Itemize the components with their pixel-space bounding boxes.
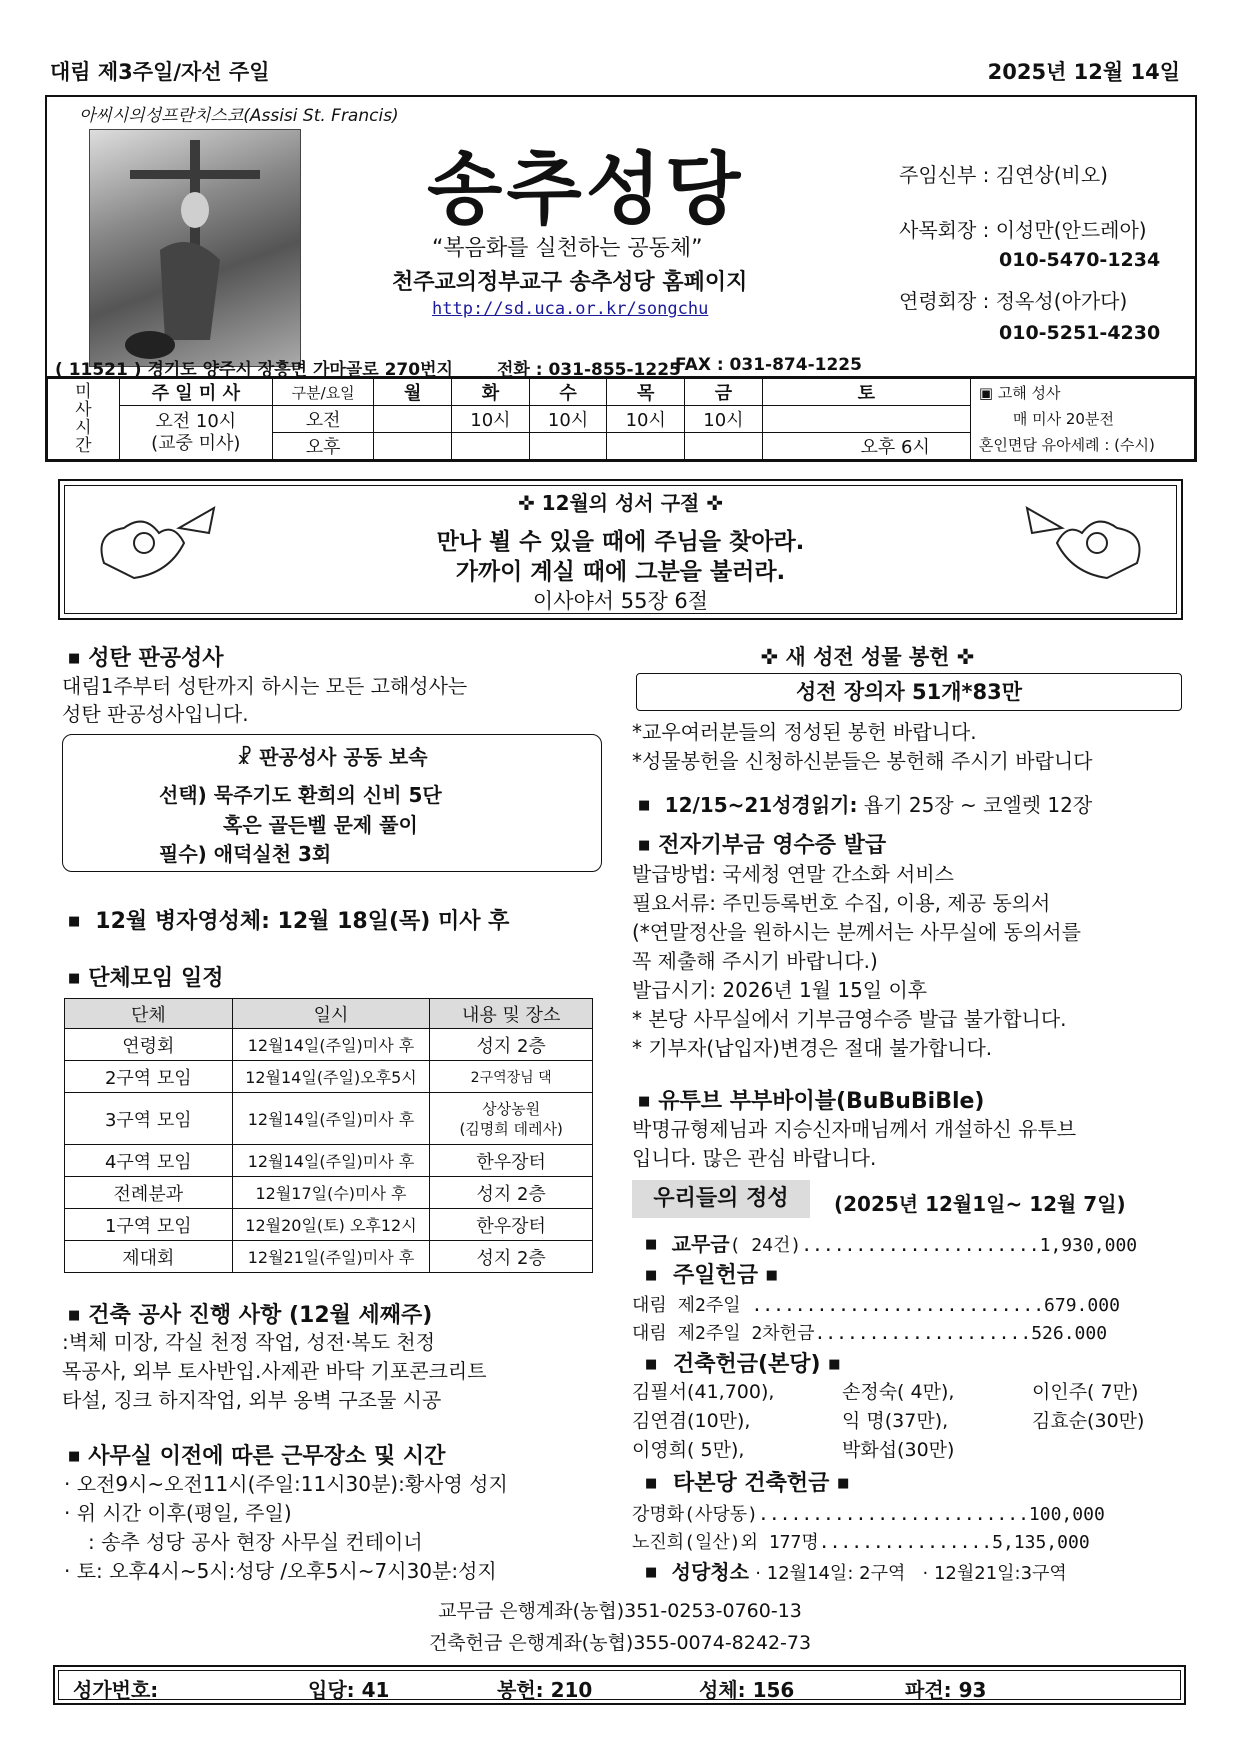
table-cell: 12월14일(주일)미사 후 [232, 1093, 430, 1145]
header-box [45, 95, 1197, 378]
confession-text-2: 성탄 판공성사입니다. [62, 702, 249, 726]
parish-title: 송추성당 [427, 145, 745, 235]
tithe-account: 교무금 은행계좌(농협)351-0253-0760-13 [438, 1600, 802, 1622]
donor: 김연겸(10만), [632, 1410, 751, 1432]
elder-phone: 010-5251-4230 [999, 322, 1161, 344]
council-president: 사목회장 : 이성만(안드레아) [899, 218, 1147, 242]
building-donors [632, 1378, 1192, 1465]
penance-required: 필수) 애덕실천 3회 [159, 842, 332, 866]
receipt-line-7: * 기부자(납입자)변경은 절대 불가합니다. [632, 1036, 993, 1060]
section-sacred-objects: ✜ 새 성전 성물 봉헌 ✜ [760, 645, 975, 669]
donor: 이영희( 5만), [632, 1439, 745, 1461]
table-cell: 상상농원 (김명희 데레사) [430, 1093, 593, 1145]
donor: 김필서(41,700), [632, 1381, 775, 1403]
table-cell: 12월14일(주일)오후5시 [232, 1061, 430, 1093]
table-cell: 1구역 모임 [65, 1209, 233, 1241]
receipt-line-5: 발급시기: 2026년 1월 15일 이후 [632, 978, 928, 1002]
section-group-meetings: ■ 단체모임 일정 [68, 961, 223, 992]
council-phone: 010-5470-1234 [999, 249, 1161, 271]
receipt-line-3: (*연말정산을 원하시는 분께서는 사무실에 동의서를 [632, 920, 1081, 944]
penance-box [62, 734, 602, 872]
gift-note-2: *성물봉헌을 신청하신분들은 봉헌해 주시기 바랍니다 [632, 749, 1093, 773]
section-office-move: ■ 사무실 이전에 따른 근무장소 및 시간 [68, 1439, 445, 1470]
sick-communion: ■ 12월 병자영성체: 12월 18일(목) 미사 후 [68, 904, 509, 935]
bulletin-date: 2025년 12월 14일 [987, 60, 1180, 84]
sunday-collection-1: 대림 제2주일 ...........................679.000 [632, 1295, 1120, 1316]
am-label: 오전 [272, 406, 374, 433]
pew-offering-box: 성전 장의자 51개*83만 [636, 673, 1182, 711]
other-parish-fund-title: ■ 타본당 건축헌금 ■ [645, 1466, 849, 1497]
group-schedule-table [64, 998, 593, 1273]
am-sat [762, 406, 970, 433]
day-mon: 월 [374, 379, 452, 406]
day-fri: 금 [685, 379, 763, 406]
table-cell: 연령회 [65, 1029, 233, 1061]
day-col-head: 구분/요일 [272, 379, 374, 406]
mass-schedule-table [47, 378, 1195, 460]
church-cleaning: ■ 성당청소 · 12월14일: 2구역 · 12월21일:3구역 [645, 1556, 1067, 1585]
table-cell: 12월20일(토) 오후12시 [232, 1209, 430, 1241]
table-cell: 성지 2층 [430, 1029, 593, 1061]
day-thu: 목 [607, 379, 685, 406]
verse-line-1: 만나 뵐 수 있을 때에 주님을 찾아라. [436, 529, 805, 555]
section-youtube: ■ 유투브 부부바이블(BuBuBiBle) [638, 1084, 984, 1115]
other-parish-line-1: 강명화(사당동).........................100,000 [632, 1504, 1105, 1525]
table-cell: 제대회 [65, 1241, 233, 1273]
donor: 익 명(37만), [842, 1410, 949, 1432]
receipt-line-6: * 본당 사무실에서 기부금영수증 발급 불가합니다. [632, 1007, 1067, 1031]
other-parish-line-2: 노진희(일산)외 177명................5,135,000 [632, 1532, 1090, 1553]
office-line-2: · 위 시간 이후(평일, 주일) [64, 1501, 292, 1525]
table-cell: 성지 2층 [430, 1177, 593, 1209]
youtube-line-1: 박명규형제님과 지승신자매님께서 개설하신 유투브 [632, 1117, 1077, 1141]
elder-president: 연령회장 : 정옥성(아가다) [899, 289, 1128, 313]
section-construction: ■ 건축 공사 진행 사항 (12월 세째주) [68, 1298, 432, 1329]
hymn-offertory: 봉헌: 210 [497, 1678, 593, 1702]
pm-fri [685, 433, 763, 460]
mass-side-label: 미 사 시 간 [48, 379, 120, 460]
col-group: 단체 [65, 999, 233, 1029]
day-sat: 토 [762, 379, 970, 406]
construction-line-1: :벽체 미장, 각실 천정 작업, 성전·복도 천정 [62, 1330, 436, 1354]
homepage-link[interactable]: http://sd.uca.or.kr/songchu [432, 299, 709, 319]
hymn-entrance: 입당: 41 [308, 1678, 390, 1702]
day-wed: 수 [529, 379, 607, 406]
pm-tue [452, 433, 530, 460]
youtube-line-2: 입니다. 많은 관심 바랍니다. [632, 1146, 877, 1170]
mass-schedule [45, 378, 1197, 462]
am-wed: 10시 [529, 406, 607, 433]
table-cell: 4구역 모임 [65, 1145, 233, 1177]
building-fund-title: ■ 건축헌금(본당) ■ [645, 1347, 841, 1378]
am-mon [374, 406, 452, 433]
table-cell: 성지 2층 [430, 1241, 593, 1273]
donor: 이인주( 7만) [1032, 1381, 1139, 1403]
liturgical-day: 대림 제3주일/자선 주일 [50, 60, 270, 84]
parish-motto: “복음화를 실천하는 공동체” [432, 236, 703, 261]
parish-address: ( 11521 ) 경기도 양주시 장흥면 가마골로 270번지 [55, 360, 453, 380]
col-datetime: 일시 [232, 999, 430, 1029]
verse-box [58, 479, 1183, 620]
offering-period: (2025년 12월1일~ 12월 7일) [834, 1192, 1126, 1216]
verse-reference: 이사야서 55장 6절 [532, 589, 709, 613]
receipt-line-1: 발급방법: 국세청 연말 간소화 서비스 [632, 862, 954, 886]
office-line-4: · 토: 오후4시~5시:성당 /오후5시~7시30분:성지 [64, 1559, 497, 1583]
homepage-subtitle: 천주교의정부교구 송추성당 홈페이지 [392, 270, 748, 295]
tithe-line: ■ 교무금( 24건)......................1,930,000 [645, 1228, 1137, 1257]
table-cell: 3구역 모임 [65, 1093, 233, 1145]
day-tue: 화 [452, 379, 530, 406]
gift-note-1: *교우여러분들의 정성된 봉헌 바랍니다. [632, 720, 977, 744]
hymn-communion: 성체: 156 [699, 1678, 795, 1702]
penance-title: ☧ 판공성사 공동 보속 [236, 745, 428, 769]
office-line-1: · 오전9시~오전11시(주일:11시30분):황사영 성지 [64, 1472, 508, 1496]
table-cell: 2구역 모임 [65, 1061, 233, 1093]
saint-francis-image [89, 129, 301, 367]
hymn-label: 성가번호: [73, 1678, 159, 1702]
penance-option-1: 선택) 묵주기도 환희의 신비 5단 [159, 783, 442, 807]
donor: 김효순(30만) [1032, 1410, 1145, 1432]
offering-label: 우리들의 정성 [632, 1180, 810, 1218]
table-cell: 한우장터 [430, 1145, 593, 1177]
sunday-collection-title: ■ 주일헌금 ■ [645, 1258, 778, 1289]
sunday-mass-head: 주 일 미 사 [119, 379, 272, 406]
pm-thu [607, 433, 685, 460]
col-place: 내용 및 장소 [430, 999, 593, 1029]
table-cell: 2구역장님 댁 [430, 1061, 593, 1093]
patron-saint: 아씨시의성프란치스코(Assisi St. Francis) [79, 106, 399, 126]
pm-mon [374, 433, 452, 460]
confession-text-1: 대림1주부터 성탄까지 하시는 모든 고해성사는 [62, 674, 468, 698]
table-cell: 12월21일(주일)미사 후 [232, 1241, 430, 1273]
office-line-3: : 송추 성당 공사 현장 사무실 컨테이너 [88, 1530, 423, 1554]
parish-fax: FAX : 031-874-1225 [675, 355, 862, 375]
pm-wed [529, 433, 607, 460]
construction-line-3: 타설, 징크 하지작업, 외부 옹벽 구조물 시공 [62, 1388, 442, 1412]
pm-label: 오후 [272, 433, 374, 460]
table-cell: 12월14일(주일)미사 후 [232, 1145, 430, 1177]
verse-line-2: 가까이 계실 때에 그분을 불러라. [455, 559, 786, 585]
sunday-collection-2: 대림 제2주일 2차헌금....................526.000 [632, 1323, 1108, 1344]
pm-sat: 오후 6시 [762, 433, 970, 460]
section-christmas-confession: ■ 성탄 판공성사 [68, 641, 223, 672]
sunday-mass-time: 오전 10시 (교중 미사) [119, 406, 272, 460]
section-donation-receipt: ■ 전자기부금 영수증 발급 [638, 828, 886, 859]
am-thu: 10시 [607, 406, 685, 433]
am-tue: 10시 [452, 406, 530, 433]
table-cell: 12월14일(주일)미사 후 [232, 1029, 430, 1061]
donor: 박화섭(30만) [842, 1439, 955, 1461]
receipt-line-4: 꼭 제출해 주시기 바랍니다.) [632, 949, 878, 973]
donor: 손정숙( 4만), [842, 1381, 955, 1403]
construction-line-2: 목공사, 외부 토사반입.사제관 바닥 기포콘크리트 [62, 1359, 487, 1383]
penance-option-2: 혹은 골든벨 문제 풀이 [223, 813, 418, 837]
table-cell: 12월17일(수)미사 후 [232, 1177, 430, 1209]
verse-heading: ✜ 12월의 성서 구절 ✜ [517, 491, 724, 515]
bible-reading: ■ 12/15~21성경읽기: 욥기 25장 ~ 코엘렛 12장 [638, 789, 1092, 818]
parish-phone: 전화 : 031-855-1225 [497, 360, 681, 380]
pastor-name: 주임신부 : 김연상(비오) [899, 163, 1108, 187]
receipt-line-2: 필요서류: 주민등록번호 수집, 이용, 제공 동의서 [632, 891, 1051, 915]
building-account: 건축헌금 은행계좌(농협)355-0074-8242-73 [428, 1632, 812, 1654]
hymn-numbers [53, 1665, 1186, 1705]
hymn-dismissal: 파견: 93 [905, 1678, 987, 1702]
am-fri: 10시 [685, 406, 763, 433]
confession-info: ▣ 고해 성사 매 미사 20분전 혼인면담 유아세례 : (수시) [970, 379, 1194, 460]
table-cell: 한우장터 [430, 1209, 593, 1241]
table-cell: 전례분과 [65, 1177, 233, 1209]
